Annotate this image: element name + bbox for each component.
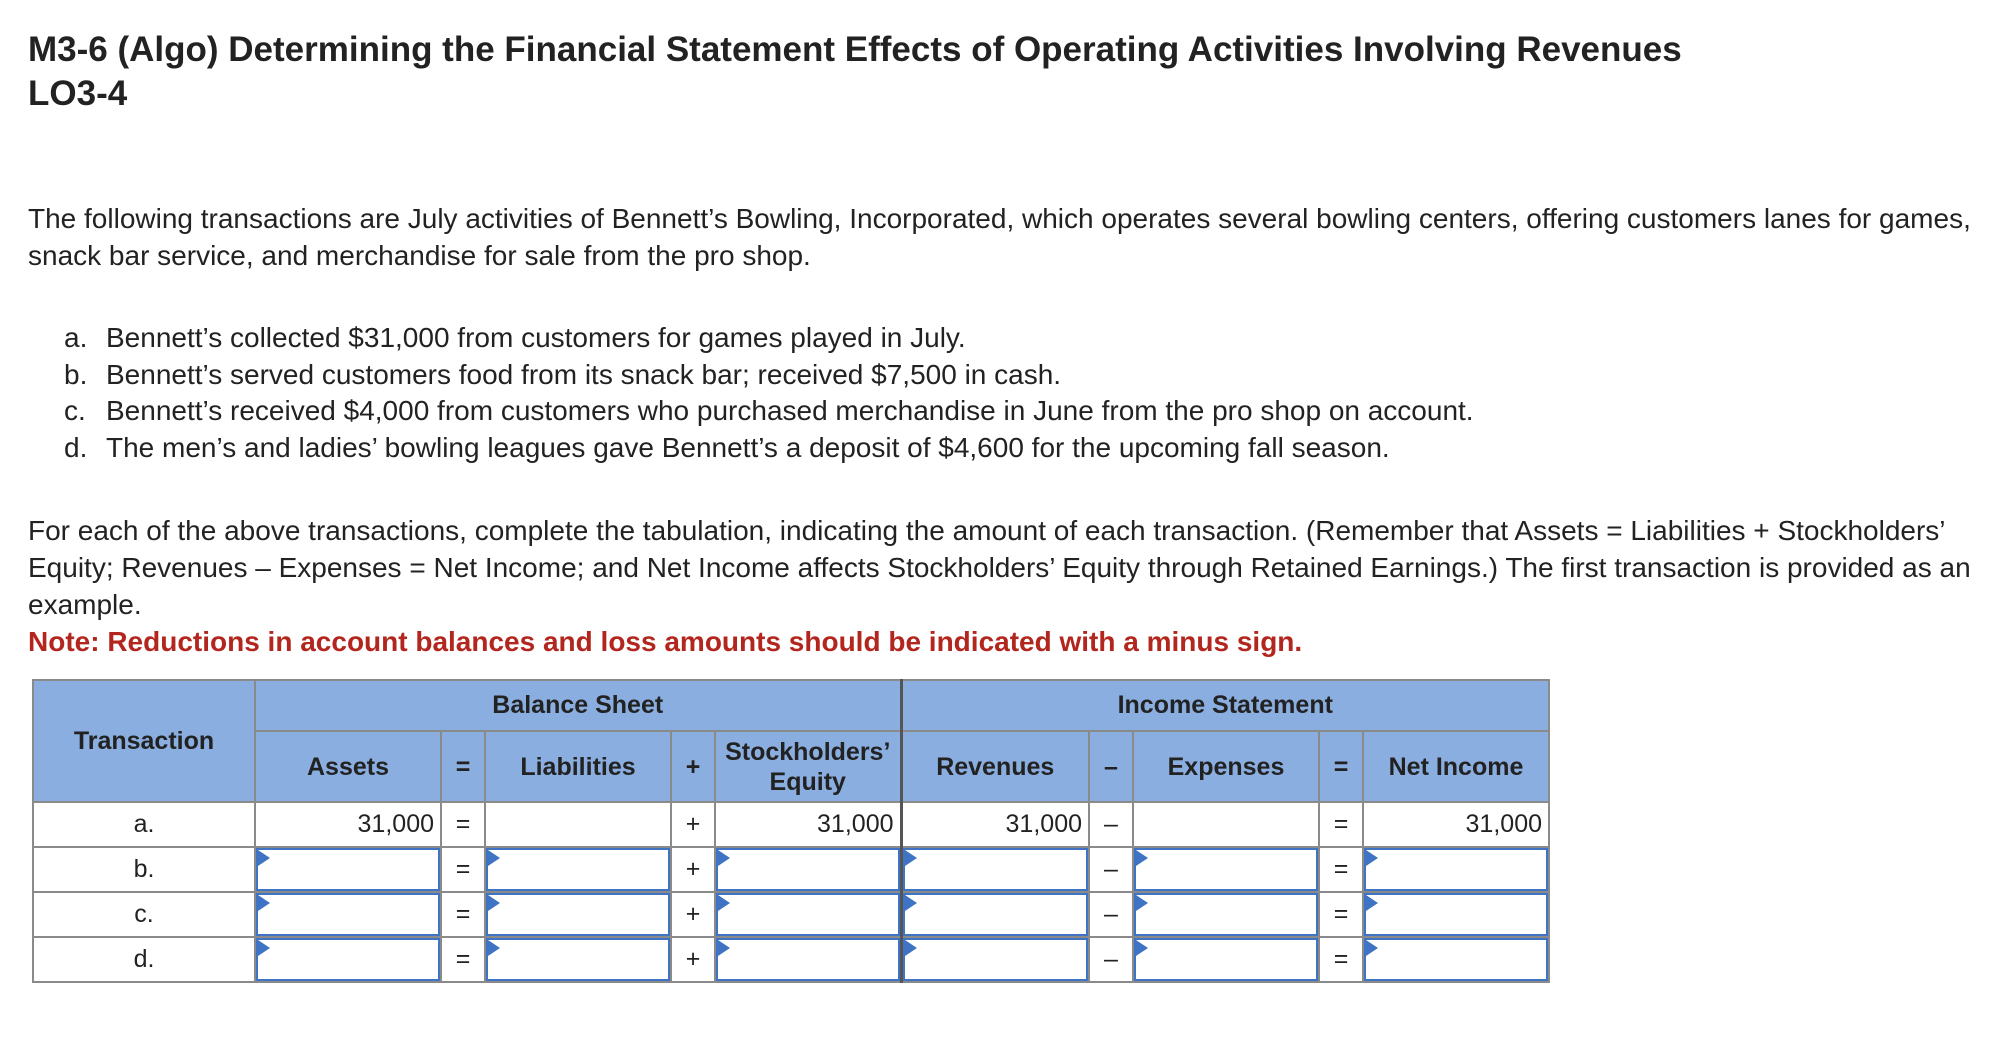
tabulation-table xyxy=(32,679,1550,983)
list-item-text: Bennett’s received $4,000 from customers who purchased merchandise in June from the pro shop on account. xyxy=(106,395,1474,426)
equity-input[interactable] xyxy=(716,848,900,891)
plus-sign: + xyxy=(671,847,715,892)
row-label: a. xyxy=(33,802,255,847)
equals-operator: = xyxy=(1319,731,1363,802)
equals-sign: = xyxy=(441,937,485,982)
liabilities-cell xyxy=(485,937,671,982)
title-line-2: LO3-4 xyxy=(28,74,128,113)
list-item-letter: b. xyxy=(64,358,88,390)
minus-sign: – xyxy=(1089,847,1133,892)
equals-sign: = xyxy=(441,892,485,937)
transaction-list xyxy=(64,320,1988,466)
equals-operator: = xyxy=(441,731,485,802)
revenues-input[interactable] xyxy=(903,938,1089,981)
equals-sign: = xyxy=(1319,847,1363,892)
page-title xyxy=(28,28,1988,116)
expenses-value xyxy=(1133,802,1319,847)
minus-sign: – xyxy=(1089,802,1133,847)
plus-sign: + xyxy=(671,892,715,937)
equity-value: 31,000 xyxy=(715,802,901,847)
list-item-letter: a. xyxy=(64,322,88,353)
expenses-input[interactable] xyxy=(1134,848,1318,891)
plus-sign: + xyxy=(671,937,715,982)
transaction-header: Transaction xyxy=(33,680,255,802)
equity-cell xyxy=(715,937,901,982)
net-income-header: Net Income xyxy=(1363,731,1549,802)
table-row xyxy=(33,937,1549,982)
list-item xyxy=(64,393,1988,430)
revenues-value: 31,000 xyxy=(901,802,1089,847)
minus-operator: – xyxy=(1089,731,1133,802)
assets-input[interactable] xyxy=(256,848,440,891)
revenues-input[interactable] xyxy=(903,893,1089,936)
liabilities-input[interactable] xyxy=(486,848,670,891)
liabilities-input[interactable] xyxy=(486,893,670,936)
table-row xyxy=(33,847,1549,892)
revenues-cell xyxy=(901,937,1089,982)
expenses-input[interactable] xyxy=(1134,938,1318,981)
net-income-cell xyxy=(1363,937,1549,982)
table-row xyxy=(33,892,1549,937)
intro-text: The following transactions are July activities of Bennett’s Bowling, Incorporated, which operates several bowling centers, offering customers lanes for games, snack bar service, and merchandise for sale from the pro shop. xyxy=(28,203,1971,271)
list-item-text: Bennett’s served customers food from its snack bar; received $7,500 in cash. xyxy=(106,358,1062,390)
note-text: Note: Reductions in account balances and loss amounts should be indicated with a minus sign. xyxy=(28,626,1303,657)
expenses-header: Expenses xyxy=(1133,731,1319,802)
liabilities-header: Liabilities xyxy=(485,731,671,802)
assets-cell xyxy=(255,847,441,892)
minus-sign: – xyxy=(1089,937,1133,982)
instructions-text: For each of the above transactions, complete the tabulation, indicating the amount of each transaction. (Remember that Assets = Liabilities + Stockholders’ Equity; Revenues – Expenses = Net Income; and Net Income affects Stockholders’ Equity through Retained Earnings.) The first transaction is provided as an example. xyxy=(28,515,1971,620)
row-label: b. xyxy=(33,847,255,892)
assets-input[interactable] xyxy=(256,938,440,981)
equity-input[interactable] xyxy=(716,893,900,936)
list-item-text: Bennett’s collected $31,000 from customers for games played in July. xyxy=(106,322,966,353)
equity-cell xyxy=(715,892,901,937)
plus-sign: + xyxy=(671,802,715,847)
equity-header xyxy=(715,731,901,802)
liabilities-value xyxy=(485,802,671,847)
revenues-cell xyxy=(901,847,1089,892)
table-row-example xyxy=(33,802,1549,847)
assets-value: 31,000 xyxy=(255,802,441,847)
equity-input[interactable] xyxy=(716,938,900,981)
net-income-input[interactable] xyxy=(1364,893,1548,936)
page-content xyxy=(28,28,1988,660)
net-income-input[interactable] xyxy=(1364,938,1548,981)
plus-operator: + xyxy=(671,731,715,802)
equals-sign: = xyxy=(441,847,485,892)
net-income-cell xyxy=(1363,847,1549,892)
net-income-value: 31,000 xyxy=(1363,802,1549,847)
equals-sign: = xyxy=(1319,937,1363,982)
equity-header-line2: Equity xyxy=(769,767,846,796)
expenses-input[interactable] xyxy=(1134,893,1318,936)
liabilities-input[interactable] xyxy=(486,938,670,981)
revenues-cell xyxy=(901,892,1089,937)
list-item xyxy=(64,357,1988,394)
equity-cell xyxy=(715,847,901,892)
list-item-letter: d. xyxy=(64,431,88,463)
list-item xyxy=(64,320,1988,357)
expenses-cell xyxy=(1133,937,1319,982)
net-income-cell xyxy=(1363,892,1549,937)
assets-input[interactable] xyxy=(256,893,440,936)
net-income-input[interactable] xyxy=(1364,848,1548,891)
revenues-input[interactable] xyxy=(903,848,1089,891)
list-item xyxy=(64,430,1988,467)
assets-cell xyxy=(255,937,441,982)
balance-sheet-header: Balance Sheet xyxy=(255,680,901,731)
liabilities-cell xyxy=(485,892,671,937)
title-line-1: M3-6 (Algo) Determining the Financial Statement Effects of Operating Activities Involving Revenues xyxy=(28,30,1682,69)
equals-sign: = xyxy=(1319,802,1363,847)
expenses-cell xyxy=(1133,847,1319,892)
liabilities-cell xyxy=(485,847,671,892)
row-label: c. xyxy=(33,892,255,937)
minus-sign: – xyxy=(1089,892,1133,937)
equals-sign: = xyxy=(1319,892,1363,937)
expenses-cell xyxy=(1133,892,1319,937)
assets-cell xyxy=(255,892,441,937)
list-item-letter: c. xyxy=(64,395,86,426)
list-item-text: The men’s and ladies’ bowling leagues gave Bennett’s a deposit of $4,600 for the upcoming fall season. xyxy=(106,431,1390,463)
revenues-header: Revenues xyxy=(901,731,1089,802)
assets-header: Assets xyxy=(255,731,441,802)
income-statement-header: Income Statement xyxy=(901,680,1549,731)
row-label: d. xyxy=(33,937,255,982)
equals-sign: = xyxy=(441,802,485,847)
equity-header-line1: Stockholders’ xyxy=(725,737,891,766)
